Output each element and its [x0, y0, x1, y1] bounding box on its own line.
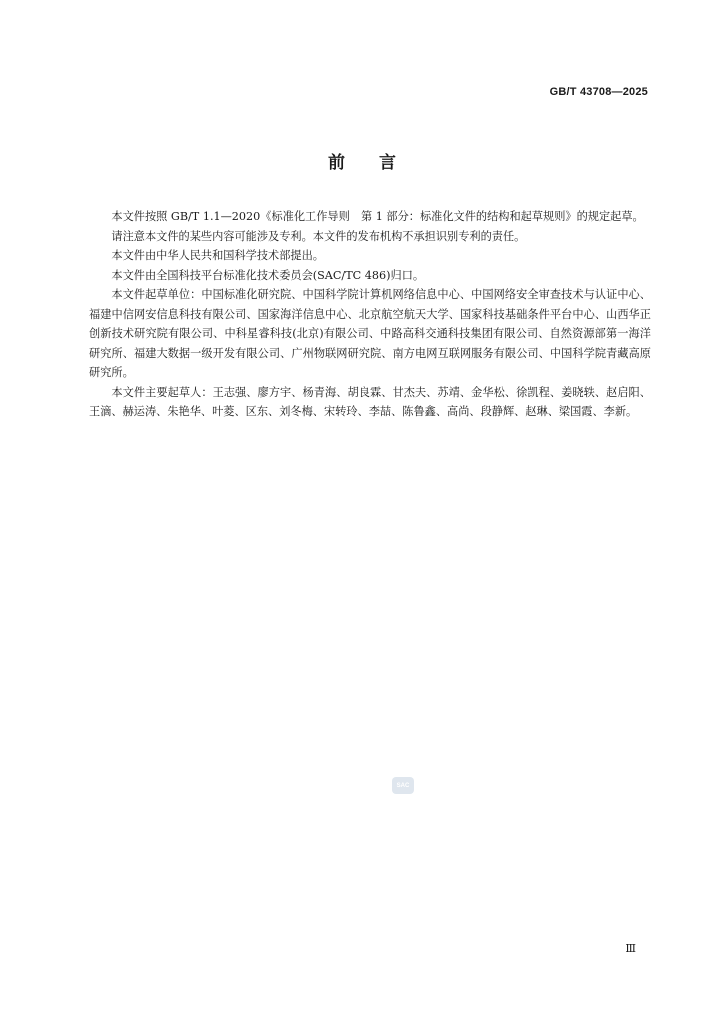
paragraph-drafting-rules: 本文件按照 GB/T 1.1—2020《标准化工作导则 第 1 部分：标准化文件的结构和起草规则》的规定起草。 — [111, 210, 644, 223]
paragraph-patent-notice: 请注意本文件的某些内容可能涉及专利。本文件的发布机构不承担识别专利的责任。 — [111, 229, 526, 243]
page-number: Ⅲ — [625, 942, 636, 955]
foreword-body — [89, 207, 651, 422]
paragraph-drafters: 本文件主要起草人：王志强、廖方宇、杨青海、胡良霖、甘杰夫、苏靖、金华松、徐凯程、姜晓轶、赵启阳、王滴、赫运涛、朱艳华、叶菱、区东、刘冬梅、宋转玲、李喆、陈鲁鑫、高尚、段静辉、赵琳、梁国霞、李新。 — [89, 385, 651, 418]
page-title: 前言 — [328, 153, 430, 173]
paragraph-drafting-units: 本文件起草单位：中国标准化研究院、中国科学院计算机网络信息中心、中国网络安全审查技术与认证中心、福建中信网安信息科技有限公司、国家海洋信息中心、北京航空航天大学、国家科技基础条件平台中心、山西华正创新技术研究院有限公司、中科星睿科技(北京)有限公司、中路高科交通科技集团有限公司、自然资源部第一海洋研究所、福建大数据一级开发有限公司、广州物联网研究院、南方电网互联网服务有限公司、中国科学院青藏高原研究所。 — [89, 288, 651, 379]
paragraph-proposer: 本文件由中华人民共和国科学技术部提出。 — [111, 249, 324, 262]
paragraph-committee: 本文件由全国科技平台标准化技术委员会(SAC/TC 486)归口。 — [111, 268, 425, 282]
watermark-text: SAC — [396, 782, 410, 789]
sac-watermark-logo — [392, 777, 414, 794]
standard-code: GB/T 43708—2025 — [549, 86, 648, 98]
